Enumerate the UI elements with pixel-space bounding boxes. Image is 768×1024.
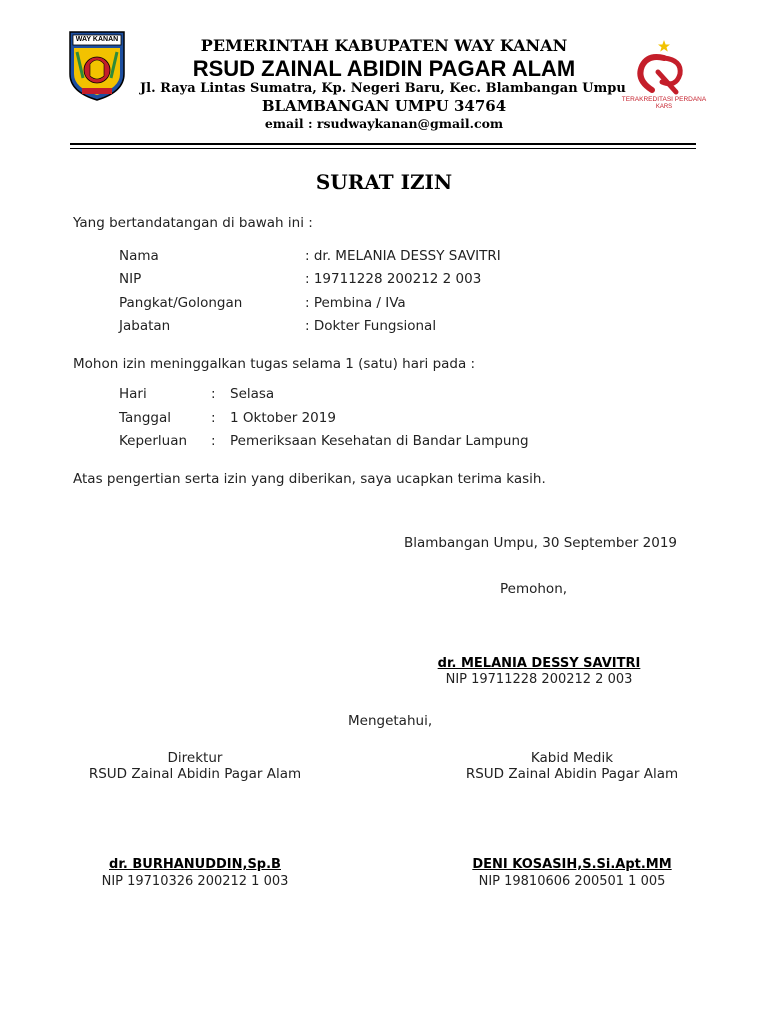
detail-separator: :: [211, 386, 216, 402]
letterhead-email: email : rsudwaykanan@gmail.com: [264, 116, 504, 131]
request-text: Mohon izin meninggalkan tugas selama 1 (satu) hari pada :: [73, 356, 476, 372]
signer-left-org: RSUD Zainal Abidin Pagar Alam: [88, 766, 302, 782]
identity-label: NIP: [119, 271, 142, 287]
signer-left-nip: NIP 19710326 200212 1 003: [101, 874, 289, 889]
letter-title: SURAT IZIN: [315, 170, 453, 194]
identity-label: Nama: [119, 248, 159, 264]
letterhead-rule-thin: [70, 148, 696, 149]
acknowledged-text: Mengetahui,: [348, 713, 433, 729]
detail-label: Keperluan: [119, 433, 188, 449]
applicant-nip: NIP 19711228 200212 2 003: [445, 672, 633, 687]
detail-label: Hari: [119, 386, 147, 402]
detail-label: Tanggal: [119, 410, 172, 426]
accreditation-sublabel: KARS: [655, 104, 673, 110]
applicant-role: Pemohon,: [500, 581, 568, 597]
detail-separator: :: [211, 410, 216, 426]
signer-right-nip: NIP 19810606 200501 1 005: [478, 874, 666, 889]
intro-text: Yang bertandatangan di bawah ini :: [73, 215, 313, 231]
accreditation-label: TERAKREDITASI PERDANA: [621, 96, 707, 103]
identity-value: : Dokter Fungsional: [305, 318, 437, 334]
identity-label: Jabatan: [119, 318, 171, 334]
applicant-name: dr. MELANIA DESSY SAVITRI: [437, 656, 641, 671]
detail-value: Selasa: [230, 386, 275, 402]
letterhead-city: BLAMBANGAN UMPU 34764: [261, 97, 507, 115]
identity-label: Pangkat/Golongan: [119, 295, 243, 311]
signer-left-title: Direktur: [167, 750, 223, 766]
place-date: Blambangan Umpu, 30 September 2019: [404, 535, 677, 551]
letterhead-hospital: RSUD ZAINAL ABIDIN PAGAR ALAM: [192, 56, 576, 81]
regency-logo-label: WAY KANAN: [75, 36, 119, 43]
identity-value: : Pembina / IVa: [305, 295, 406, 311]
letterhead-rule: [70, 143, 696, 145]
signer-right-org: RSUD Zainal Abidin Pagar Alam: [465, 766, 679, 782]
identity-value: : dr. MELANIA DESSY SAVITRI: [305, 248, 501, 264]
detail-separator: :: [211, 433, 216, 449]
signer-left-name: dr. BURHANUDDIN,Sp.B: [109, 857, 281, 872]
kars-emblem-icon: [618, 36, 710, 96]
identity-value: : 19711228 200212 2 003: [305, 271, 482, 287]
signer-right-title: Kabid Medik: [530, 750, 614, 766]
closing-text: Atas pengertian serta izin yang diberikan, saya ucapkan terima kasih.: [73, 471, 546, 487]
detail-value: Pemeriksaan Kesehatan di Bandar Lampung: [230, 433, 529, 449]
letterhead-government: PEMERINTAH KABUPATEN WAY KANAN: [200, 36, 568, 55]
detail-value: 1 Oktober 2019: [230, 410, 336, 426]
accreditation-logo: [618, 36, 710, 114]
signer-right-name: DENI KOSASIH,S.Si.Apt.MM: [472, 857, 672, 872]
letterhead-address: Jl. Raya Lintas Sumatra, Kp. Negeri Baru, Kec. Blambangan Umpu: [140, 81, 626, 96]
